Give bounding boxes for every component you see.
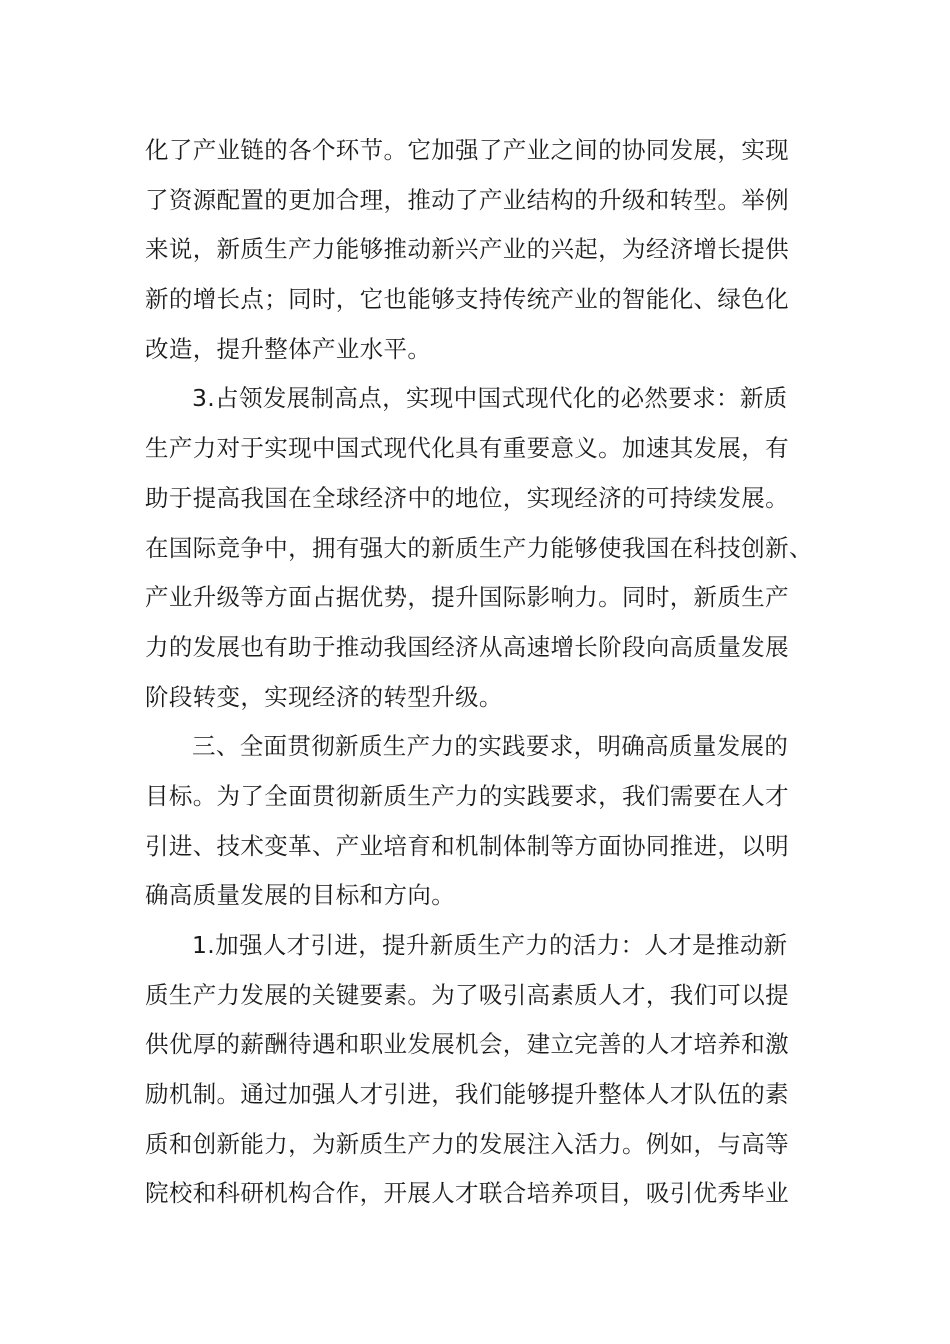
text-line: 力的发展也有助于推动我国经济从高速增长阶段向高质量发展 <box>145 632 789 661</box>
text-line: 来说，新质生产力能够推动新兴产业的兴起，为经济增长提供 <box>145 235 789 264</box>
text-line: 阶段转变，实现经济的转型升级。 <box>145 682 503 711</box>
text-line: 产业升级等方面占据优势，提升国际影响力。同时，新质生产 <box>145 583 789 612</box>
text-line: 引进、技术变革、产业培育和机制体制等方面协同推进，以明 <box>145 831 789 860</box>
text-line: 确高质量发展的目标和方向。 <box>145 881 456 910</box>
text-line: 在国际竞争中，拥有强大的新质生产力能够使我国在科技创新、 <box>145 533 813 562</box>
paragraph-start-line: 1.加强人才引进，提升新质生产力的活力：人才是推动新 <box>192 931 788 959</box>
paragraph-start-line: 3.占领发展制高点，实现中国式现代化的必然要求：新质 <box>192 384 788 413</box>
text-line: 了资源配置的更加合理，推动了产业结构的升级和转型。举例 <box>145 185 789 214</box>
text-line: 助于提高我国在全球经济中的地位，实现经济的可持续发展。 <box>145 483 789 512</box>
text-line: 化了产业链的各个环节。它加强了产业之间的协同发展，实现 <box>145 136 789 164</box>
text-line: 供优厚的薪酬待遇和职业发展机会，建立完善的人才培养和激 <box>145 1030 789 1059</box>
text-line: 目标。为了全面贯彻新质生产力的实践要求，我们需要在人才 <box>145 781 789 810</box>
text-line: 质和创新能力，为新质生产力的发展注入活力。例如，与高等 <box>145 1129 789 1158</box>
text-line: 生产力对于实现中国式现代化具有重要意义。加速其发展，有 <box>145 434 789 463</box>
text-line: 励机制。通过加强人才引进，我们能够提升整体人才队伍的素 <box>145 1080 789 1109</box>
text-line: 院校和科研机构合作，开展人才联合培养项目，吸引优秀毕业 <box>145 1179 789 1208</box>
body-text <box>145 126 813 1219</box>
section-heading-line: 三、全面贯彻新质生产力的实践要求，明确高质量发展的 <box>192 732 789 761</box>
text-line: 改造，提升整体产业水平。 <box>145 334 432 363</box>
text-line: 质生产力发展的关键要素。为了吸引高素质人才，我们可以提 <box>145 980 789 1009</box>
text-line: 新的增长点；同时，它也能够支持传统产业的智能化、绿色化 <box>145 285 789 314</box>
